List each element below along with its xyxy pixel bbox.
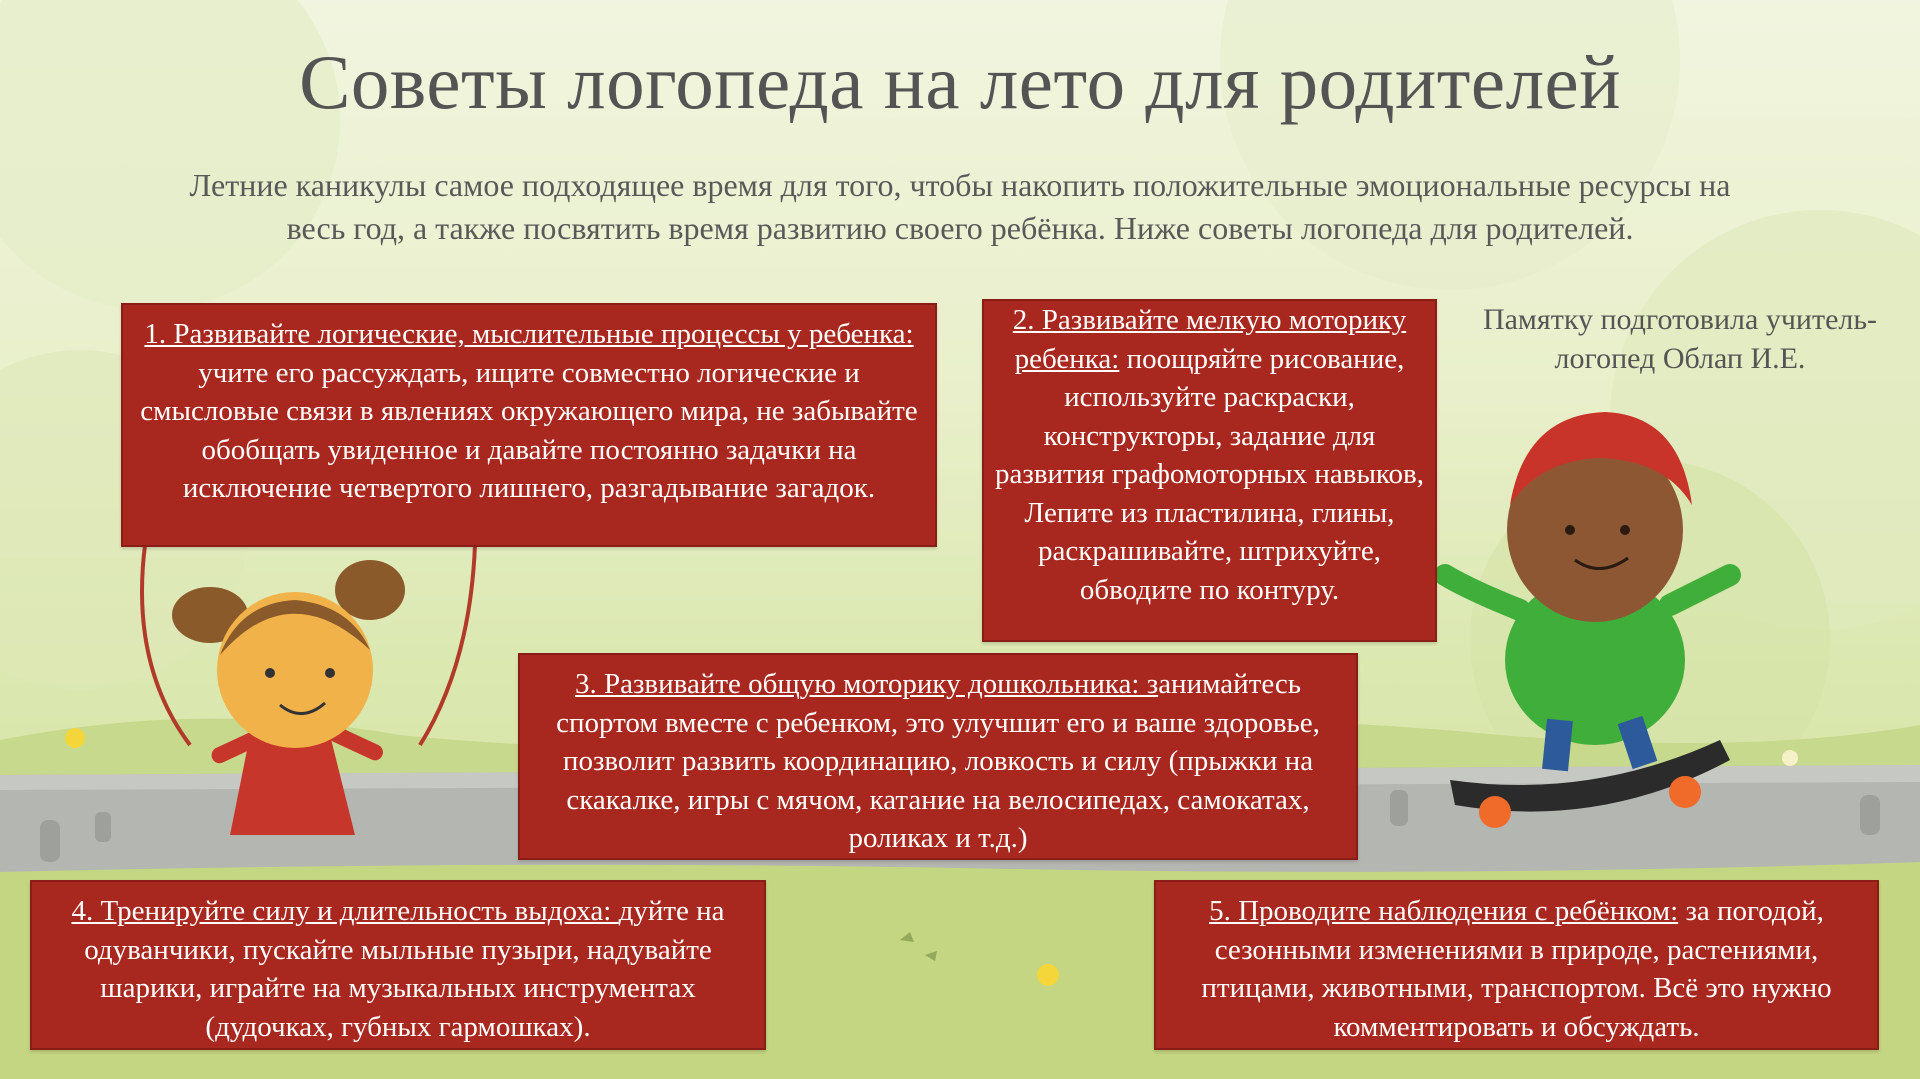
tip-text: поощряйте рисование, используйте раскраски, конструкторы, задание для развития графомоторных навыков, Лепите из пластилина, глины, раскрашивайте, штрихуйте, обводите по контуру. — [995, 342, 1424, 606]
tip-heading: 4. Тренируйте силу и длительность выдоха: — [71, 895, 619, 927]
tip-card-breathing — [30, 880, 766, 1050]
tip-text: учите его рассуждать, ищите совместно логические и смысловые связи в явлениях окружающего мира, не забывайте обобщать увиденное и давайте постоянно задачки на исключение четвертого лишнего, разгадывание загадок. — [140, 356, 918, 504]
tip-card-logic — [121, 303, 937, 547]
tip-card-fine-motor — [982, 299, 1437, 642]
tip-heading: 3. Развивайте общую моторику дошкольника: з — [574, 668, 1159, 700]
tip-card-gross-motor — [518, 653, 1358, 860]
girl-jumping-rope-illustration — [130, 545, 500, 845]
tip-heading: 1. Развивайте логические, мыслительные процессы у ребенка: — [144, 318, 914, 350]
tip-heading: 2. Развивайте мелкую моторику ребенка: — [1012, 304, 1407, 375]
tip-text: анимайтесь спортом вместе с ребенком, это улучшит его и ваше здоровье, позволит развить координацию, ловкость и силу (прыжки на скакалке, игры с мячом, катание на велосипедах, самокатах, роликах и т.д.) — [556, 668, 1320, 854]
tip-card-observation — [1154, 880, 1879, 1050]
tip-text: за погодой, сезонными изменениями в природе, растениями, птицами, животными, транспортом. Всё это нужно комментировать и обсуждать. — [1201, 895, 1832, 1043]
boy-skateboard-illustration — [1430, 400, 1760, 830]
tip-heading: 5. Проводите наблюдения с ребёнком: — [1209, 895, 1679, 927]
intro-paragraph: Летние каникулы самое подходящее время для того, чтобы накопить положительные эмоциональные ресурсы на весь год, а также посвятить время развитию своего ребёнка. Ниже советы логопеда для родителей. — [189, 167, 1731, 246]
page-title: Советы логопеда на лето для родителей — [299, 39, 1621, 125]
author-note: Памятку подготовила учитель-логопед Облап И.Е. — [1482, 303, 1878, 375]
tip-text: дуйте на одуванчики, пускайте мыльные пузыри, надувайте шарики, играйте на музыкальных инструментах (дудочках, губных гармошках). — [84, 895, 725, 1043]
